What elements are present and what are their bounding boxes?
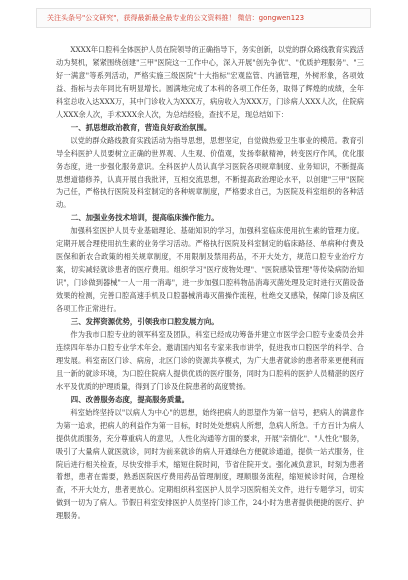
section-heading-2: 二、加强业务技术培训，提高临床操作能力。 xyxy=(70,213,219,223)
section-heading-1: 一、抓思想政治教育，营造良好政治氛围。 xyxy=(70,122,212,132)
section-1-paragraph: 以党的群众路线教育实践活动为指导思想，思想坚定，自觉做热爱卫生事业的模范。教育引导全科医护人员要树立正确的世界观、人生观、价值观，发扬奉献精神，转变医疗作风，优化服务态度，进一步强化服务意识。全科医护人员认真学习医院各项规章制度、业务知识，不断提高思想道德修养，认真开展自我批评，互相交流思想，不断提高政治理论水平，以创建"三甲"医院为己任，严格执行医院及科室制定的各种规章制度，严格要求自己，为医院及科室组织的各种活动。 xyxy=(56,135,364,210)
header-banner[interactable] xyxy=(36,8,371,28)
document-body xyxy=(56,44,364,523)
section-4-paragraph: 科室始终坚持以"以病人为中心"的思想，始终把病人的思望作为第一信号，把病人的满意作为第一追求，把病人的利益作为第一目标，时时处处想病人所想，急病人所急。千方百计为病人提供优质服务，充分尊重病人的意见，人性化沟通等方面的要求，开展"亲情化"、"人性化"服务，吸引了大量病人就医就诊，同时为前来就诊的病人开通绿色方便就诊通道，提供一站式服务，住院后进行相关检查，尽快安排手术，缩短住院时间，节省住院开支。强化减负意识，时刻为患者着想，患者在需要，熟悉医院医疗费用药品管理制度，理顺服务流程，缩短候诊时间，合理检查，不开大处方，患者更放心。定期组织科室医护人员学习医院相关文件，进行专题学习，切实做到一切为了病人。节假日科室安排医护人员坚持门诊工作，24小时为患者提供便捷的医疗、护理服务。 xyxy=(56,407,364,521)
intro-paragraph: XXXX年口腔科全体医护人员在院领导的正确指导下，务实创新，以党的群众路线教育实践活动为契机，紧紧围绕创建"三甲"医院这一工作中心，深入开展"创先争优"、"优质护理服务"、"三好一满意"等系列活动，严格实施三级医院"十大指标"宏观监管、内涵管理，外树形象，各项效益、指标与去年同比有明显增长。圆满地完成了本科的各项工作任务，取得了辉煌的成绩，全年科室总收入达XXX万，其中门诊收入为XXX万，病房收入为XXX万，门诊病人XXX人次，住院病人XXX余人次，手术XXX余人次，为总结经验，查找不足，现总结如下： xyxy=(56,45,364,119)
section-3-paragraph: 作为我市口腔专业的领军科室及团队，科室已经成功筹备并建立市医学会口腔专业委员会并连续四年举办口腔专业学术年会。邀请国内知名专家来我市讲学，促进我市口腔医学的科学、合理发展。科室南区门诊、病房，北区门诊的资源共享模式，为广大患者就诊的患者带来更便利而且一新的就诊环境，为口腔住院病人提供优质的医疗服务，同时为口腔科的医护人员精湛的医疗水平及优质的护理质量，得到了门诊及住院患者的高度赞扬。 xyxy=(56,329,364,391)
section-2-paragraph: 加强科室医护人员专业基础理论、基础知识的学习，加强科室临床使用抗生素的管理力度。定期开展合理使用抗生素的业务学习活动。严格执行医院及科室制定的临床路径、单病种付费及医保和新农合政策的相关规章制度，不用限制及禁用药品，不开大处方，规范口腔专业治疗方案，切实减轻就诊患者的医疗费用。组织学习"医疗废物处理"、"医院感染管理"等传染病防治知识"，门诊做到器械"一人一用一消毒"，进一步加强口腔科物品消毒灭菌处理及定时进行灭菌设备效果的检测，完善口腔高速手机及口腔器械消毒灭菌操作流程，杜绝交叉感染，保障门诊及病区各项工作正常进行。 xyxy=(56,226,364,314)
section-heading-4: 四、改善服务态度，提高服务质量。 xyxy=(70,394,190,404)
banner-text: 关注头条号"公文研究"，获得最新最全最专业的公文资料推！ 微信：gongwen123 xyxy=(47,14,305,22)
section-heading-3: 三、发挥资源优势，引领我市口腔发展方向。 xyxy=(70,317,219,327)
